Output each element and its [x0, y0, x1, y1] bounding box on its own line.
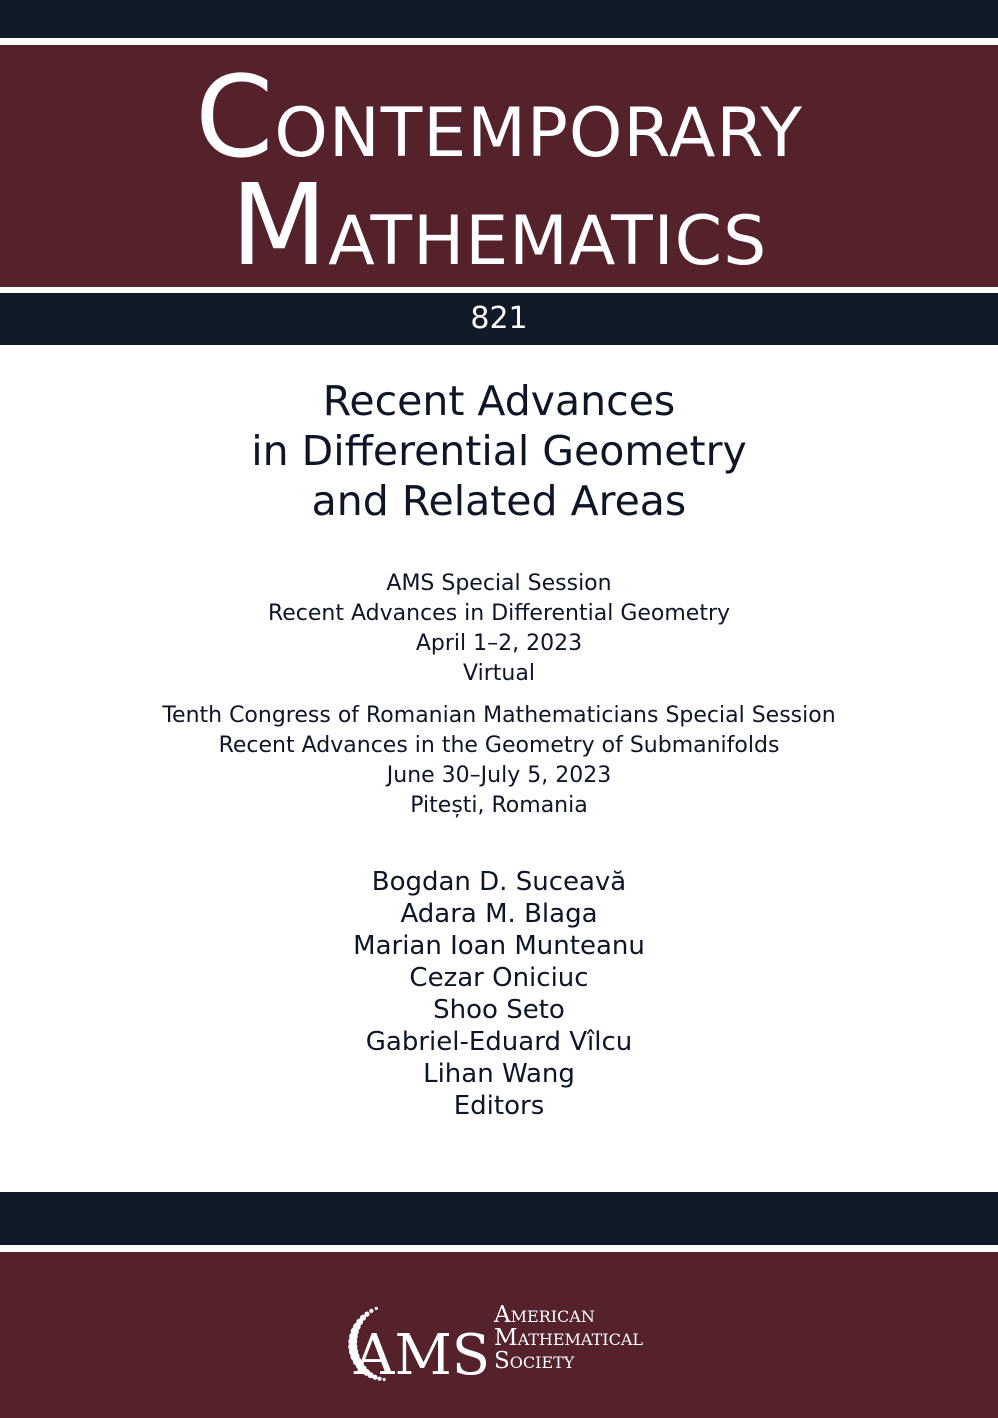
book-title	[0, 376, 998, 526]
book-title-line: Recent Advances	[322, 377, 676, 425]
editors-list	[0, 866, 998, 1122]
ams-logo	[312, 1294, 692, 1384]
top-navy-band	[0, 0, 998, 38]
editor-name: Marian Ioan Munteanu	[353, 931, 645, 961]
congress-session-info	[0, 701, 998, 821]
editor-name: Adara M. Blaga	[400, 899, 598, 929]
society-line3-initial: S	[494, 1348, 510, 1374]
editor-name: Lihan Wang	[423, 1059, 575, 1089]
series-line2-initial: M	[230, 161, 329, 291]
editors-label: Editors	[453, 1091, 545, 1121]
ams-session-info	[0, 569, 998, 689]
series-title-line1	[0, 53, 998, 183]
editor-name: Gabriel-Eduard Vîlcu	[365, 1027, 633, 1057]
society-name-line1	[494, 1304, 643, 1327]
society-name-line2	[494, 1327, 643, 1350]
book-title-line: in Differential Geometry	[251, 427, 747, 475]
society-line2-rest: ATHEMATICAL	[517, 1330, 644, 1349]
ams-society-name	[494, 1304, 643, 1373]
ams-dot	[369, 1309, 373, 1313]
session-location: Pitești, Romania	[410, 793, 588, 818]
session-topic: Recent Advances in Differential Geometry	[267, 601, 731, 626]
session-name: AMS Special Session	[386, 571, 612, 596]
session-topic: Recent Advances in the Geometry of Submanifolds	[218, 733, 780, 758]
editor-name: Cezar Oniciuc	[409, 963, 589, 993]
editor-name: Shoo Seto	[433, 995, 565, 1025]
session-name: Tenth Congress of Romanian Mathematicians Special Session	[162, 703, 836, 728]
session-location: Virtual	[463, 661, 535, 686]
society-name-line3	[494, 1350, 643, 1373]
series-line2-rest: ATHEMATICS	[328, 202, 768, 281]
session-date: June 30–July 5, 2023	[386, 763, 612, 788]
ams-mark	[312, 1294, 492, 1384]
society-line2-initial: M	[494, 1325, 518, 1351]
series-line1-initial: C	[195, 53, 275, 183]
session-date: April 1–2, 2023	[415, 631, 583, 656]
series-title-line2	[0, 161, 998, 291]
series-line1-rest: ONTEMPORARY	[274, 94, 803, 173]
book-title-line: and Related Areas	[311, 477, 687, 525]
society-line1-initial: A	[494, 1302, 511, 1328]
society-line1-rest: MERICAN	[510, 1307, 595, 1326]
society-line3-rest: OCIETY	[509, 1353, 575, 1372]
ams-logo-text: AMS	[354, 1323, 491, 1384]
ams-dot	[375, 1307, 378, 1310]
volume-number: 821	[470, 301, 528, 336]
editor-name: Bogdan D. Suceavă	[371, 867, 627, 897]
lower-navy-band	[0, 1192, 998, 1245]
